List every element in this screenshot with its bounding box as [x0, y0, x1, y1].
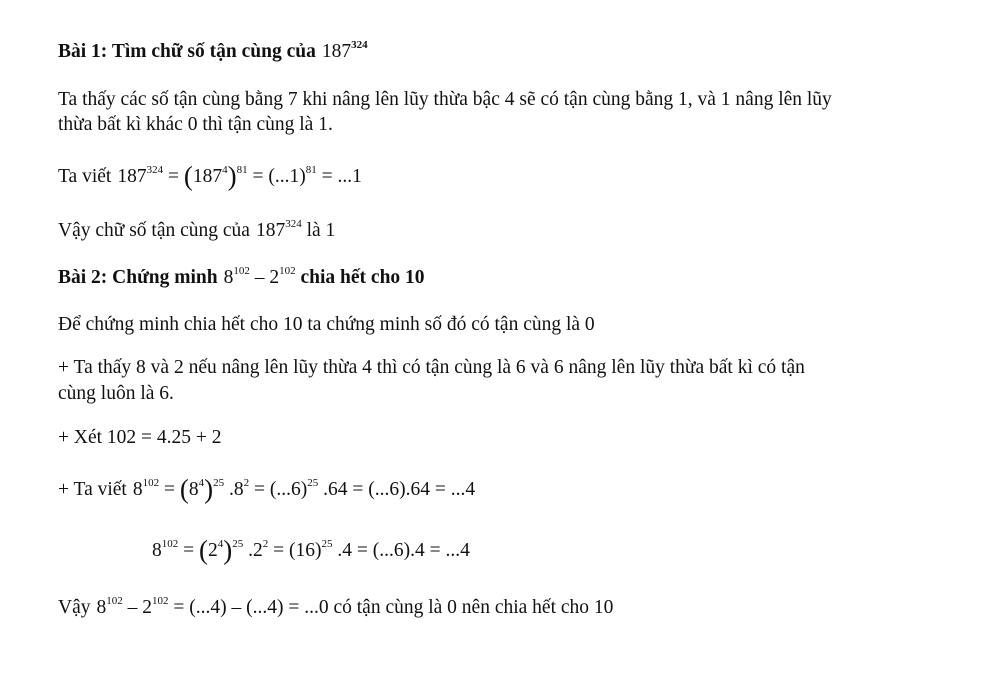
text-run: .64 = (...6).64 = ...4: [318, 479, 476, 500]
text-line-bai2-title: [58, 266, 425, 290]
big-paren: ): [223, 535, 233, 565]
exponent: 25: [307, 476, 319, 489]
exponent: 2: [262, 537, 269, 550]
text-line-bai2-expr-2: [152, 535, 470, 565]
text-run: thừa bất kì khác 0 thì tận cùng là 1.: [58, 114, 333, 135]
exponent: 2: [243, 476, 250, 489]
exponent: 4: [222, 163, 228, 176]
text-run: 8: [96, 597, 107, 618]
exponent: 81: [305, 163, 317, 176]
big-paren: ): [204, 474, 214, 504]
text-line-bai2-text-1: [58, 313, 595, 337]
text-run: + Ta viết: [58, 479, 127, 500]
text-line-bai1-expr: [58, 161, 362, 191]
exponent: 324: [285, 217, 302, 230]
text-line-bai2-conclusion: [58, 596, 613, 620]
text-run: 187: [192, 166, 223, 187]
text-run: – 2: [122, 597, 152, 618]
big-paren: (: [179, 474, 189, 504]
exponent: 102: [161, 537, 179, 550]
text-run: = ...1: [316, 166, 362, 187]
text-run: .2: [243, 540, 263, 561]
text-run: Vậy chữ số tận cùng của: [58, 220, 250, 241]
text-run: = (...4) – (...4) = ...0 có tận cùng là 0 nên chia hết cho 10: [168, 597, 614, 618]
text-run: + Ta thấy 8 và 2 nếu nâng lên lũy thừa 4 thì có tận cùng là 6 và 6 nâng lên lũy thừa bất kì có tận: [58, 357, 805, 378]
text-run: chia hết cho 10: [295, 267, 425, 288]
exponent: 324: [351, 38, 368, 51]
exponent: 4: [217, 537, 224, 550]
text-run: .4 = (...6).4 = ...4: [332, 540, 470, 561]
text-run: 8: [152, 540, 162, 561]
text-run: Ta viết: [58, 166, 112, 187]
text-run: = (...1): [247, 166, 306, 187]
text-run: 8: [188, 479, 199, 500]
text-run: =: [178, 540, 199, 561]
text-run: 187: [117, 166, 147, 187]
text-run: Vậy: [58, 597, 91, 618]
text-line-bai1-text-2: [58, 113, 333, 137]
text-run: 8: [223, 267, 234, 288]
text-line-bai2-expr-1: [58, 474, 476, 504]
exponent: 102: [152, 594, 169, 607]
text-run: 187: [255, 220, 286, 241]
exponent: 81: [236, 163, 248, 176]
text-run: =: [163, 166, 184, 187]
text-run: 187: [321, 41, 352, 62]
text-line-bai1-text-1: [58, 88, 832, 112]
big-paren: ): [227, 161, 237, 191]
exponent: 102: [106, 594, 123, 607]
text-run: = (...6): [249, 479, 308, 500]
text-run: = (16): [268, 540, 322, 561]
text-run: 8: [132, 479, 143, 500]
exponent: 25: [232, 537, 244, 550]
big-paren: (: [199, 535, 208, 565]
exponent: 102: [279, 264, 296, 277]
text-line-bai1-conclusion: [58, 219, 335, 243]
text-run: Để chứng minh chia hết cho 10 ta chứng minh số đó có tận cùng là 0: [58, 314, 595, 335]
text-run: cùng luôn là 6.: [58, 383, 174, 404]
exponent: 324: [146, 163, 164, 176]
text-run: Bài 2: Chứng minh: [58, 267, 218, 288]
text-run: – 2: [249, 267, 280, 288]
text-line-bai1-title: [58, 40, 368, 64]
exponent: 25: [321, 537, 333, 550]
text-run: Bài 1: Tìm chữ số tận cùng của: [58, 41, 316, 62]
exponent: 4: [198, 476, 205, 489]
text-line-bai2-text-2: [58, 356, 805, 380]
text-run: Ta thấy các số tận cùng bằng 7 khi nâng lên lũy thừa bậc 4 sẽ có tận cùng bằng 1, và 1 nâng lên lũy: [58, 89, 832, 110]
text-line-bai2-text-4: [58, 426, 222, 450]
exponent: 102: [142, 476, 160, 489]
text-run: + Xét 102 = 4.25 + 2: [58, 427, 222, 448]
text-run: là 1: [301, 220, 336, 241]
exponent: 25: [213, 476, 225, 489]
text-run: .8: [224, 479, 244, 500]
exponent: 102: [233, 264, 250, 277]
text-run: =: [159, 479, 180, 500]
big-paren: (: [183, 161, 193, 191]
text-run: 2: [208, 540, 218, 561]
text-line-bai2-text-3: [58, 382, 174, 406]
